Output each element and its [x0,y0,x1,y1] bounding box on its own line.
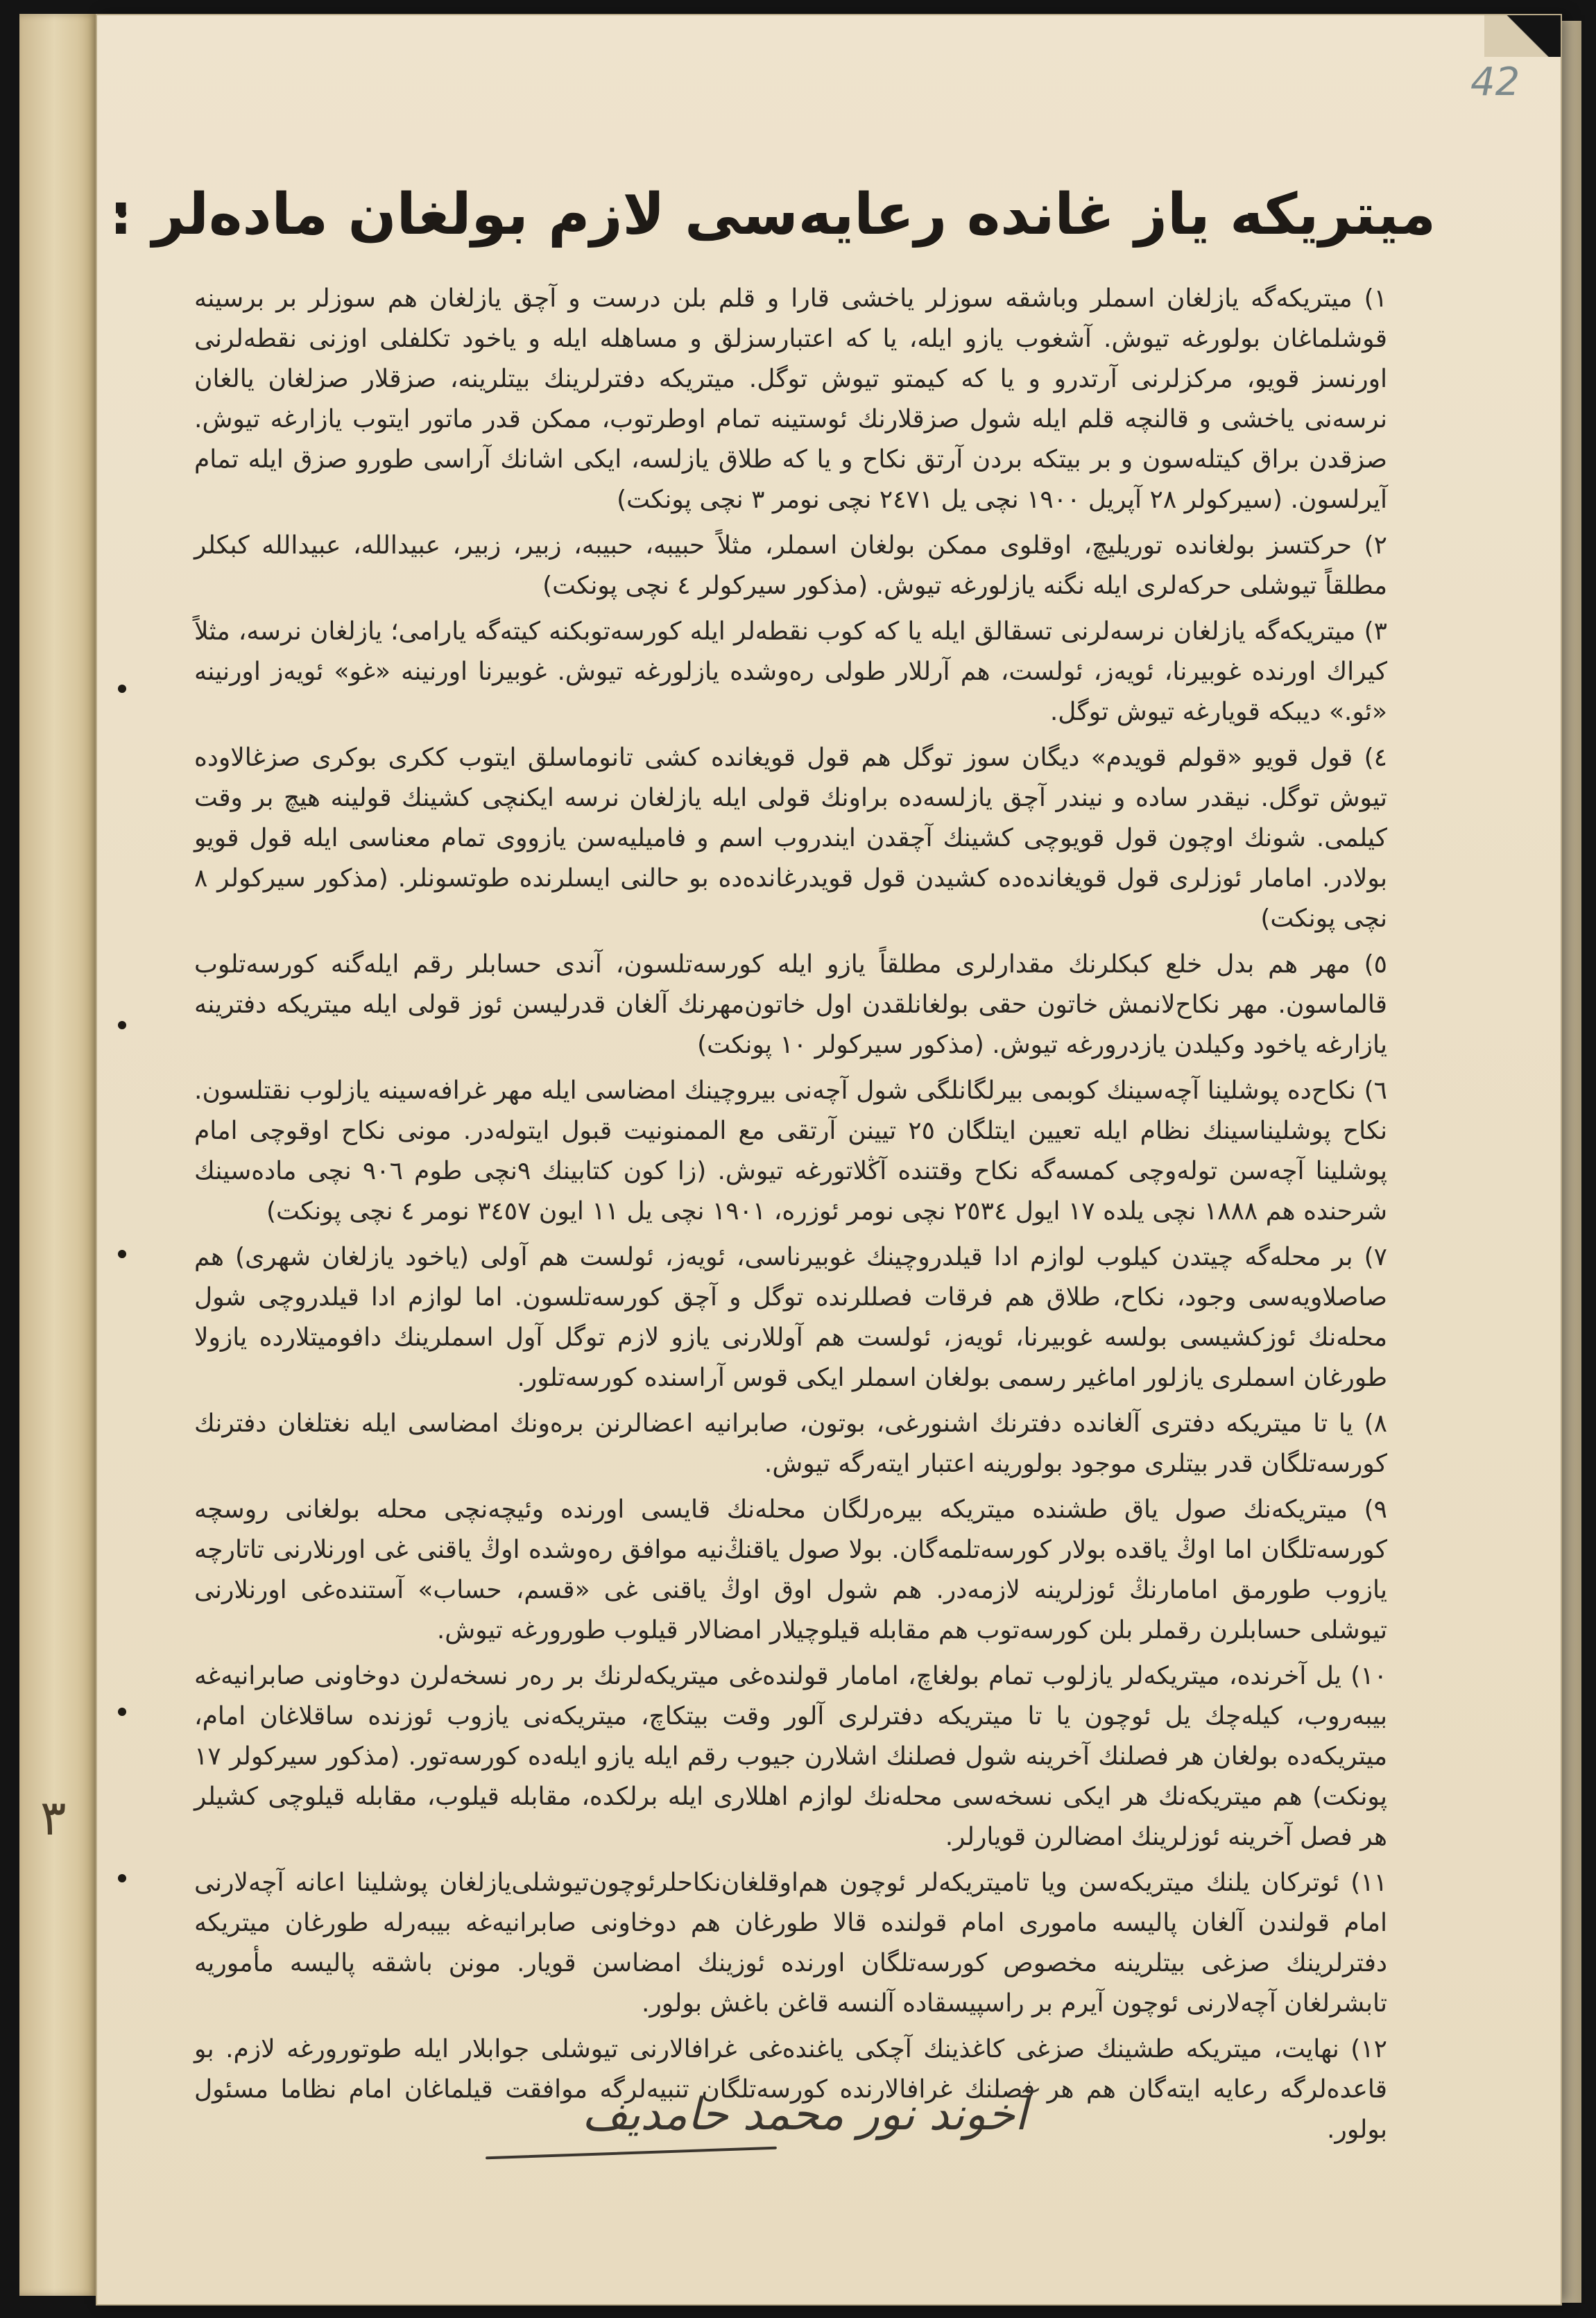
punch-hole [118,1021,126,1029]
binding-strip [19,14,99,2296]
paragraph-11: ١١) ئوترکان یلنك میتریکه‌سن ویا تامیتریکه‌لر ئوچون‌ هم‌اوقلغان‌نکاحلر‌ئوچون‌تیوشلی‌یازلغان پوشلینا اعانه آچه‌لارنی امام قولندن آلغان پالیسه ماموری امام قولنده قالا طورغان هم دوخاونی صابرانیه‌غه بیبه‌رله طورغان میتریکه دفترلرینك صزغی بیتلرینه مخصوص کورسه‌تلگان اورنده ئوزینك امضاسن قویار. مونن باشقه پالیسه مأموریه تابشرلغان آچه‌لارنی ئوچون آیرم بر راسپیسقاده آلنسه قاغن باغش بولور. [194,1869,1387,2018]
punch-hole [118,1708,126,1716]
punch-hole [118,1250,126,1258]
folded-corner [1484,15,1561,57]
paragraph-9: ٩) میتریکه‌نك صول یاق طشنده میتریکه بیره‌رلگان محله‌نك قایسی اورنده وئیچه‌نچی محله بولغانی روسچه کورسه‌تلگان اما اوڭ یاقده بولار کورسه‌تلمەگان. بولا صول یاقنڭ‌نیه موافق رەوشده اوڭ یاقنی‌ غی اورنلارنی تاتارچه یازوب طورمق امامارنڭ ئوزلرینه لازمەدر. هم شول اوق اوڭ یاقنی‌ غی «قسم، حساب» آستندەغی اورنلارنی تیوشلی حسابلرن رقملر بلن کورسه‌توب هم مقابله قیلوچیلار امضالار قیلوب طورورغه تیوش. [194,1495,1387,1645]
document-body [194,279,1387,2156]
paragraph-12: ١٢) نهایت، میتریکه طشینك صزغی کاغذینك آچکی یاغنده‌غی غرافالارنی تیوشلی جوابلار ایله طوتورورغه لازم. بو قاعده‌لرگه رعایه ایته‌گان هم هر فصلنك غرافالارنده کورسه‌تلگان تنبیه‌لرگه موافقت قیلماغان امام نظاما مسئول بولور. [194,2035,1387,2144]
paragraph-2: ٢) حرکتسز بولغانده توریلیچ، اوقلوی ممکن بولغان اسملر، مثلاً حبیبه، حبیبه، زبیر، زبیر، عبیدالله، عبیدالله کبکلر مطلقاً تیوشلی حرکه‌لری ایله نگنه یازلورغه تیوش. (مذکور سیرکولر ٤ نچی پونکت) [194,531,1387,600]
document-title: میتریکه یاز غانده رعایه‌سی لازم بولغان ماده‌لر : [109,182,1436,248]
binding-mark: ٣ [40,1789,67,1846]
punch-hole [118,685,126,693]
page-number: 42 [1470,60,1520,105]
paragraph-1: ١) میتریکه‌گه یازلغان اسملر وباشقه سوزلر یاخشی قارا و قلم بلن درست و آچق یازلغان هم سوزلر بر برسینه قوشلماغان بولورغه تیوش. آشغوب یازو ایله، یا که اعتبارسزلق و مساهله ایله و یاخود تکلفلی‌ اوزنی نقطه‌لرنی اورنسز قویو، مرکزلرنی آرتدرو و یا که کیمتو تیوش توگل. میتریکه دفترلرینك بیتلرینه، صزقلار صزلغان یالغان نرسه‌نی یاخشی و قالنچه قلم ایله شول صزقلارنك ئوستینه تمام اوطرتوب، ممکن قدر ماتور ایتوب یازارغه تیوش. صزقدن براق کیتله‌سون و بر بیتکه بردن آرتق نکاح و یا که طلاق یازلسه، ایکی اشانك آراسی طورو صزق ایله تمام آیرلسون. (سیرکولر ٢٨ آپریل ١٩٠٠ نچی یل ٢٤٧١ نچی نومر ٣ نچی پونکت) [194,284,1387,514]
paragraph-6: ٦) نکاح‌ده پوشلینا آچه‌سینك کوبمی بیرلگانلگی شول آچه‌نی بیروچینك امضاسی ایله مهر غرافه‌سینه یازلوب نقتلسون. نکاح پوشلیناسینك نظام ایله تعیین ایتلگان ٢٥ تیینن آرتقی مع الممنونیت قبول ایتوله‌در. مونی نکاح اوقوچی امام پوشلینا آچه‌سن تولەوچی کمسه‌گه نکاح وقتنده آڭلاتورغه تیوش. (زا کون کتابینك ٩نچی طوم ٩٠٦ نچی ماده‌سینك شرحنده هم ١٨٨٨ نچی یلده ١٧ ایول ٢٥٣٤ نچی نومر ئوزره، ١٩٠١ نچی یل ١١ ایون ٣٤٥٧ نومر ٤ نچی پونکت) [194,1076,1387,1226]
handwritten-signature: آخوند نور محمد حامدیف [582,2089,1027,2140]
paragraph-10: ١٠) یل آخرنده، میتریکه‌لر یازلوب تمام بولغاچ، امامار قولنده‌غی میتریکه‌لرنك بر ره‌ر نسخه‌لرن دوخاونی صابرانیه‌غه بیبه‌روب، کیلەچك یل ئوچون یا تا میتریکه دفترلری آلور وقت بیتکاچ، میتریکه‌نی یازوب ئوزنده ساقلاغان امام، میتریکه‌ده بولغان هر فصلنك آخرینه شول فصلنك اشلارن جیوب رقم ایله یازو ایله‌ده کورسه‌تور. (مذکور سیرکولر ١٧ پونکت) هم میتریکه‌نك هر ایکی نسخه‌سی محله‌نك لوازم اهللاری ایله برلکده، مقابله قیلوب، مقابله قیلوچی کشیلر هر فصل آخرینه ئوزلرینك امضالرن قویارلر. [194,1662,1387,1851]
paragraph-3: ٣) میتریکه‌گه یازلغان نرسه‌لرنی تسقالق ایله یا که کوب نقطه‌لر ایله کورسه‌توبکنه کیته‌گه یارامی؛ یازلغان نرسه، مثلاً کیراك اورنده غوبیرنا، ئویه‌ز، ئولست، هم آرللار طولی رەوشده یازلورغه تیوش. غوبیرنا اورنینه «غو» ئویه‌ز اورنینه «ئو.» دیبکه قویارغه تیوش توگل. [194,617,1387,726]
page-edge [1561,21,1581,2303]
paragraph-8: ٨) یا تا میتریکه دفتری آلغانده دفترنك اشنورغی، بوتون، صابرانیه اعضالرنن برەونك امضاسی ایله نغتلغان دفترنك کورسه‌تلگان قدر بیتلری موجود بولورینه اعتبار ایته‌رگه تیوش. [194,1409,1387,1478]
punch-hole [118,1874,126,1882]
paragraph-4: ٤) قول قویو «قولم قویدم» دیگان سوز توگل هم قول قویغانده کشی تانوماسلق ایتوب ککری بوکری صزغالاوده تیوش توگل. نیقدر ساده و نیندر آچق یازلسه‌ده براونك قولی ایله یازلغان نرسه ایکنچی کشینك قولینه هیچ بر وقت کیلمی. شونك اوچون قول قویوچی کشینك آچقدن ایندروب اسم و فامیلیه‌سن یازووی تمام معناسی ایله قول قویو بولادر. امامار ئوزلری قول قویغانده‌ده کشیدن قول قویدرغانده‌ده بو حالنی ایسلرنده طوتسونلر. (مذکور سیرکولر ٨ نچی پونکت) [194,744,1387,933]
paragraph-5: ٥) مهر هم بدل خلع کبکلرنك مقدارلری مطلقاً یازو ایله کورسه‌تلسون، آندی حسابلر رقم ایله‌گنه کورسه‌تلوب قالماسون. مهر نکاح‌لانمش خاتون حقی بولغانلقدن اول خاتون‌مهرنك آلغان قدرلیسن ئوز قولی ایله میتریکه دفترینه یازارغه یاخود وکیلدن یازدرورغه تیوش. (مذکور سیرکولر ١٠ پونکت) [194,950,1387,1059]
document-page [97,15,1561,2304]
paragraph-7: ٧) بر محله‌گه چیتدن کیلوب لوازم ادا قیلدروچینك غوبیرناسی، ئویه‌ز، ئولست هم آولی (یاخود یازلغان شهری) هم صاصلاویه‌سی وجود، نکاح، طلاق هم فرقات فصللرنده توگل و آچق کورسه‌تلسون. اما لوازم ادا قیلدروچی شول محله‌نك ئوزکشیسی بولسه غوبیرنا، ئویه‌ز، ئولست هم آوللارنی یازو لازم توگل آول اسملرینك دافومیتلارده یازولا طورغان اسملری یازلور اماغیر رسمی بولغان اسملر ایکی قوس آراسنده کورسه‌تلور. [194,1243,1387,1392]
